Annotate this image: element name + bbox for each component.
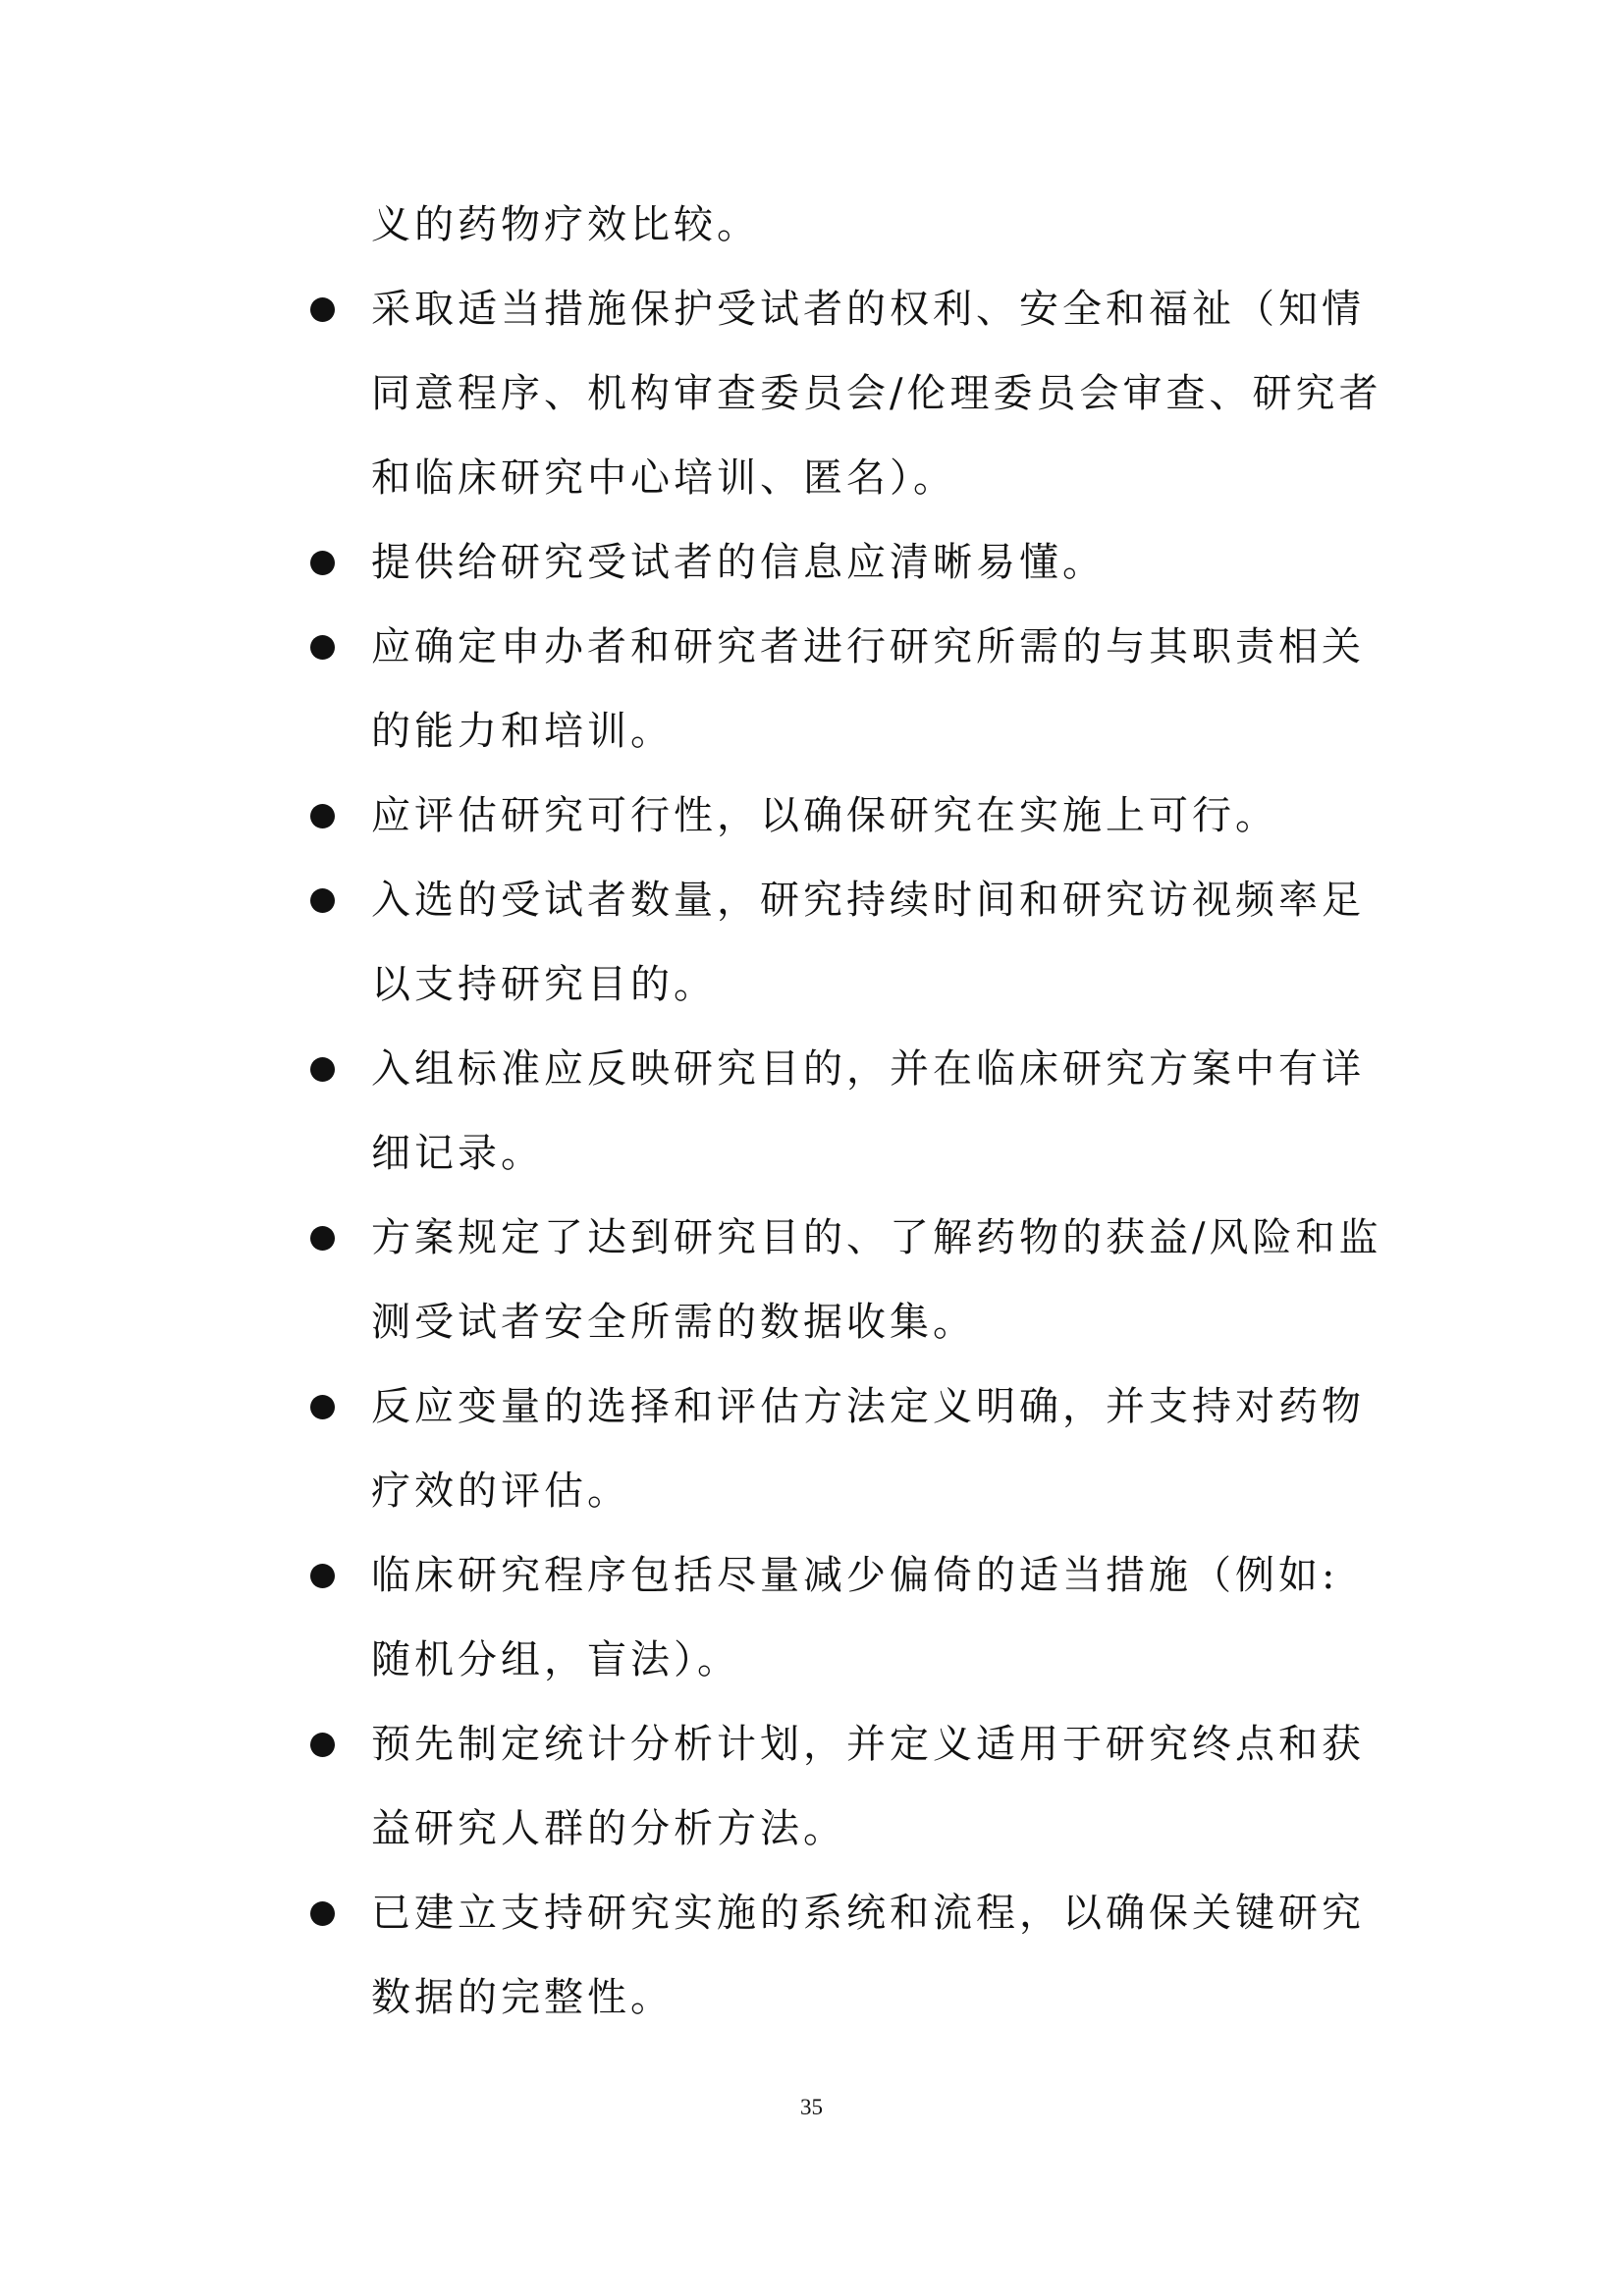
list-item-line: 的能力和培训。 [371,709,674,754]
list-item-line: 以支持研究目的。 [371,962,717,1007]
list-item-line: 已建立支持研究实施的系统和流程，以确保关键研究 [371,1891,1365,1936]
bullet-icon [310,888,335,913]
list-item-line: 疗效的评估。 [371,1468,630,1514]
list-item-line: 入选的受试者数量，研究持续时间和研究访视频率足 [371,878,1365,923]
list-item-line: 同意程序、机构审查委员会/伦理委员会审查、研究者 [371,371,1382,416]
page-number: 35 [800,2095,823,2119]
list-item-line: 数据的完整性。 [371,1975,674,2020]
list-item-line: 应确定申办者和研究者进行研究所需的与其职责相关 [371,624,1365,669]
bullet-icon [310,1901,335,1926]
list-item-line: 预先制定统计分析计划，并定义适用于研究终点和获 [371,1722,1365,1767]
list-item-line: 临床研究程序包括尽量减少偏倚的适当措施（例如: [371,1553,1339,1598]
bullet-icon [310,1733,335,1757]
list-item-line: 应评估研究可行性，以确保研究在实施上可行。 [371,793,1278,838]
bullet-icon [310,1226,335,1251]
bullet-icon [310,635,335,660]
continuation-text: 义的药物疗效比较。 [371,202,760,247]
list-item-line: 细记录。 [371,1131,544,1176]
bullet-icon [310,1057,335,1082]
list-item-line: 益研究人群的分析方法。 [371,1806,846,1851]
bullet-icon [310,1564,335,1588]
list-item-line: 和临床研究中心培训、匿名）。 [371,455,956,501]
bullet-icon [310,551,335,575]
bullet-icon [310,804,335,828]
list-item-line: 反应变量的选择和评估方法定义明确，并支持对药物 [371,1384,1365,1429]
list-item-line: 入组标准应反映研究目的，并在临床研究方案中有详 [371,1046,1365,1092]
list-item-line: 采取适当措施保护受试者的权利、安全和福祉（知情 [371,287,1365,332]
list-item-line: 测受试者安全所需的数据收集。 [371,1300,976,1345]
list-item-line: 方案规定了达到研究目的、了解药物的获益/风险和监 [371,1215,1382,1260]
list-item-line: 提供给研究受试者的信息应清晰易懂。 [371,540,1106,585]
bullet-icon [310,1395,335,1419]
list-item-line: 随机分组，盲法）。 [371,1637,740,1682]
bullet-icon [310,297,335,322]
